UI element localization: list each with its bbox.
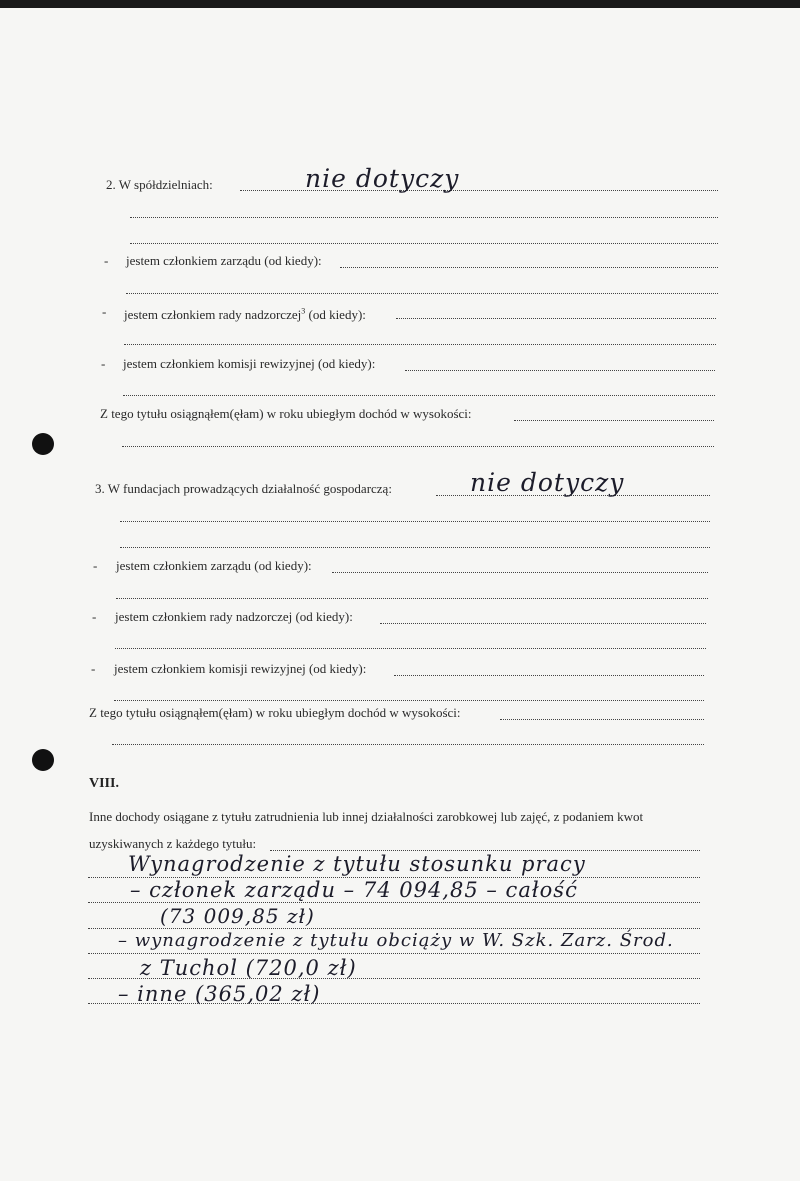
dotted-line [88, 953, 700, 954]
dotted-line [120, 521, 710, 522]
dotted-line [120, 547, 710, 548]
punch-hole-icon [32, 433, 54, 455]
dotted-line [500, 719, 704, 720]
field-label: jestem członkiem komisji rewizyjnej (od kiedy): [114, 661, 369, 677]
section-viii-numeral: VIII. [89, 776, 119, 791]
bullet: - [91, 661, 96, 676]
punch-hole-icon [32, 749, 54, 771]
dotted-line [88, 928, 700, 929]
dotted-line [270, 850, 700, 851]
dotted-line [115, 648, 706, 649]
handwritten-answer: nie dotyczy [470, 468, 625, 497]
dotted-line [112, 744, 704, 745]
field-label: jestem członkiem zarządu (od kiedy): [116, 558, 315, 574]
dotted-line [514, 420, 714, 421]
bullet: - [104, 253, 109, 268]
field-label: jestem członkiem komisji rewizyjnej (od kiedy): [123, 356, 378, 372]
dotted-line [340, 267, 718, 268]
income-label: Z tego tytułu osiągnąłem(ęłam) w roku ubiegłym dochód w wysokości: [100, 406, 475, 422]
dotted-line [126, 293, 718, 294]
dotted-line [394, 675, 704, 676]
dotted-line [380, 623, 706, 624]
handwritten-entry: – inne (365,02 zł) [118, 982, 321, 1006]
bullet: - [93, 558, 98, 573]
handwritten-entry: Wynagrodzenie z tytułu stosunku pracy [128, 852, 586, 876]
dotted-line [114, 700, 704, 701]
dotted-line [130, 217, 718, 218]
dotted-line [88, 902, 700, 903]
bullet: - [102, 304, 107, 319]
dotted-line [396, 318, 716, 319]
dotted-line [123, 395, 715, 396]
dotted-line [116, 598, 708, 599]
section-3-heading: 3. W fundacjach prowadzących działalność gospodarczą: [95, 481, 395, 497]
document-page [0, 8, 800, 1181]
handwritten-entry: (73 009,85 zł) [160, 904, 315, 928]
income-label: Z tego tytułu osiągnąłem(ęłam) w roku ubiegłym dochód w wysokości: [89, 705, 464, 721]
bullet: - [92, 609, 97, 624]
field-label: jestem członkiem rady nadzorczej (od kiedy): [115, 609, 356, 625]
section-2-heading: 2. W spółdzielniach: [106, 177, 216, 193]
dotted-line [130, 243, 718, 244]
bullet: - [101, 356, 106, 371]
field-label: jestem członkiem zarządu (od kiedy): [126, 253, 325, 269]
section-viii-text: uzyskiwanych z każdego tytułu: [89, 836, 259, 852]
handwritten-entry: – wynagrodzenie z tytułu obciąży w W. Szk. Zarz. Środ. [118, 930, 674, 951]
dotted-line [332, 572, 708, 573]
handwritten-answer: nie dotyczy [305, 164, 460, 193]
dotted-line [405, 370, 715, 371]
handwritten-entry: z Tuchol (720,0 zł) [140, 956, 357, 980]
dotted-line [122, 446, 714, 447]
handwritten-entry: – członek zarządu – 74 094,85 – całość [130, 878, 578, 902]
section-viii-text: Inne dochody osiągane z tytułu zatrudnienia lub innej działalności zarobkowej lub zajęć, z podaniem kwot [89, 809, 646, 825]
field-label: jestem członkiem rady nadzorczej$^3$ (od kiedy): [124, 304, 369, 320]
dotted-line [124, 344, 716, 345]
